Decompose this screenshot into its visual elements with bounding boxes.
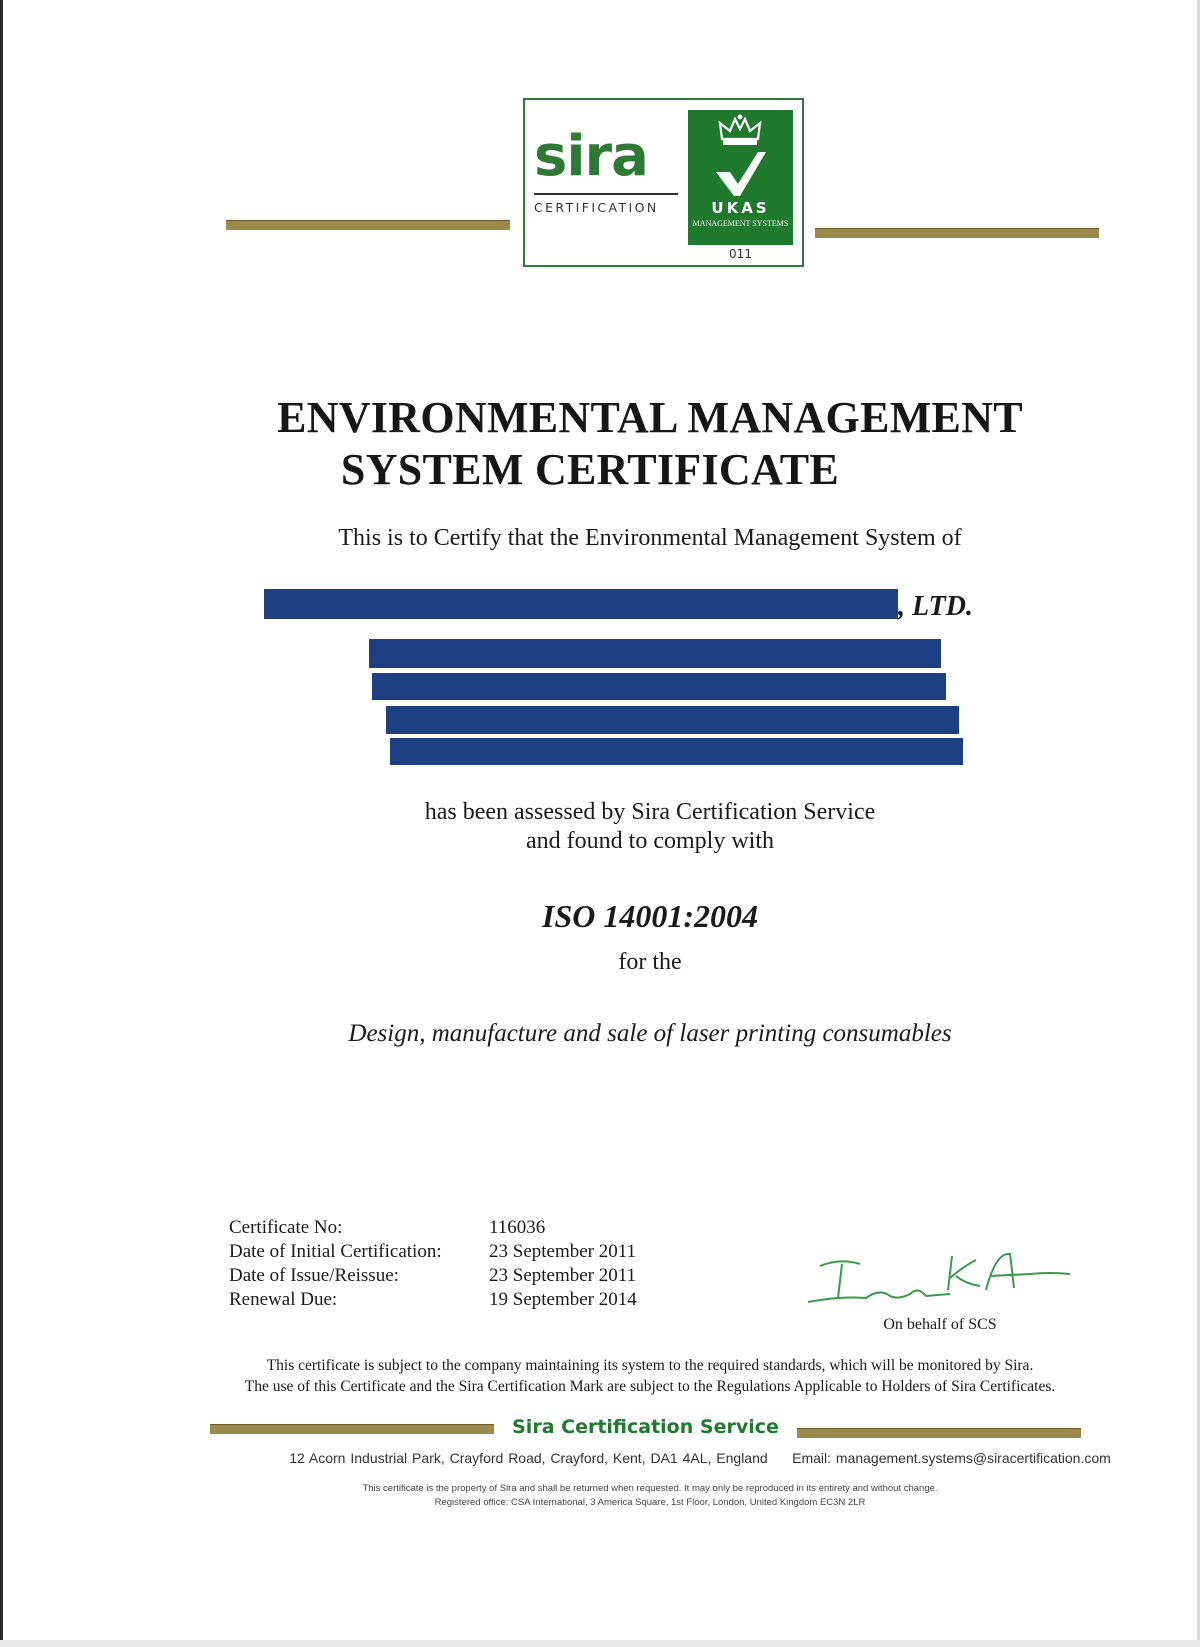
sira-wordmark-rule bbox=[534, 193, 678, 195]
detail-value: 19 September 2014 bbox=[489, 1289, 637, 1310]
footer-email: Email: management.systems@siracertification.com bbox=[792, 1450, 1111, 1466]
check-icon bbox=[712, 150, 768, 198]
ukas-subtitle: MANAGEMENT SYSTEMS bbox=[692, 219, 789, 228]
detail-label: Date of Issue/Reissue: bbox=[229, 1265, 399, 1286]
certificate-terms bbox=[100, 1355, 1200, 1397]
page-bottom-edge bbox=[0, 1640, 1200, 1647]
redacted-address-line bbox=[390, 738, 963, 765]
footer-service-name: Sira Certification Service bbox=[512, 1416, 779, 1438]
footer-note-registered-office: Registered office: CSA International, 3 America Square, 1st Floor, London, United Kingdom EC3N 2LR bbox=[434, 1497, 866, 1508]
page-left-edge bbox=[0, 0, 3, 1647]
sira-wordmark: sira bbox=[534, 124, 648, 189]
sira-certification-label: CERTIFICATION bbox=[534, 200, 659, 215]
redacted-address-line bbox=[386, 706, 959, 734]
certificate-title-line2: SYSTEM CERTIFICATE bbox=[340, 445, 840, 494]
ukas-number: 011 bbox=[729, 247, 752, 261]
crown-icon bbox=[716, 113, 764, 147]
terms-line2: The use of this Certificate and the Sira Certification Mark are subject to the Regulations Applicable to Holders of Sira Certificates. bbox=[244, 1378, 1056, 1395]
certification-scope: Design, manufacture and sale of laser printing consumables bbox=[348, 1020, 952, 1047]
detail-label: Renewal Due: bbox=[229, 1289, 338, 1310]
redacted-company-name bbox=[264, 589, 898, 619]
detail-label: Date of Initial Certification: bbox=[229, 1241, 442, 1262]
detail-value: 116036 bbox=[489, 1217, 546, 1238]
terms-line1: This certificate is subject to the company maintaining its system to the required standards, which will be monitored by Sira. bbox=[266, 1357, 1034, 1374]
detail-value: 23 September 2011 bbox=[489, 1265, 637, 1286]
certify-intro: This is to Certify that the Environmental Management System of bbox=[338, 525, 962, 551]
footer-gold-bar-right bbox=[797, 1428, 1081, 1438]
assessment-statement bbox=[150, 798, 1150, 856]
on-behalf-label: On behalf of SCS bbox=[883, 1316, 997, 1333]
assessment-line2: and found to comply with bbox=[526, 828, 774, 854]
assessment-line1: has been assessed by Sira Certification Service bbox=[424, 799, 876, 825]
footer-note-property: This certificate is the property of Sira and shall be returned when requested. It may only be reproduced in its entirety and without change. bbox=[362, 1483, 938, 1494]
company-suffix: , LTD. bbox=[898, 591, 973, 622]
detail-value: 23 September 2011 bbox=[489, 1241, 637, 1262]
footer-gold-bar-left bbox=[210, 1424, 494, 1434]
header-gold-bar-left bbox=[226, 220, 510, 230]
redacted-address-line bbox=[369, 639, 941, 668]
header-gold-bar-right bbox=[815, 228, 1099, 238]
iso-standard: ISO 14001:2004 bbox=[541, 898, 758, 934]
detail-label: Certificate No: bbox=[229, 1217, 343, 1238]
footer-address: 12 Acorn Industrial Park, Crayford Road, Crayford, Kent, DA1 4AL, England bbox=[289, 1450, 768, 1466]
redacted-address-line bbox=[372, 673, 946, 700]
for-the-label: for the bbox=[618, 949, 682, 975]
certificate-title-line1: ENVIRONMENTAL MANAGEMENT bbox=[277, 393, 1023, 442]
footer-contact bbox=[200, 1448, 1200, 1468]
signature-icon bbox=[800, 1250, 1080, 1310]
ukas-title: UKAS bbox=[711, 199, 770, 217]
